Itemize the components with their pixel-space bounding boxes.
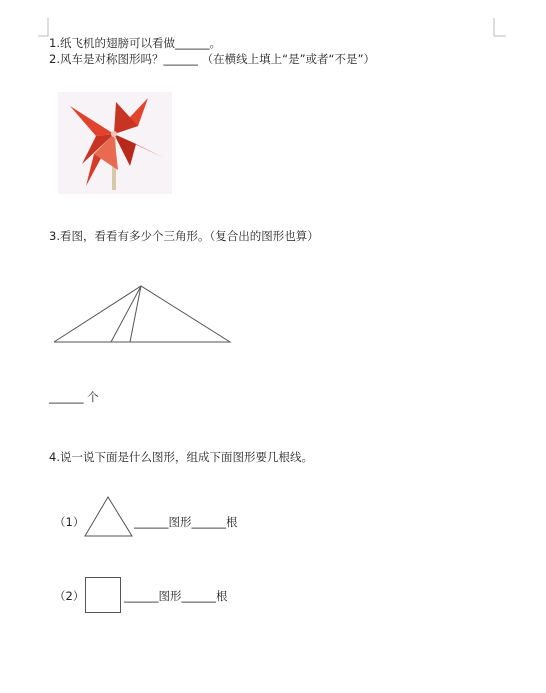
square-shape — [85, 577, 123, 615]
question-1: 1.纸飞机的翅膀可以看做______。 — [49, 36, 221, 50]
triangle-shape — [84, 495, 134, 539]
subitem-1-label: （1） — [54, 515, 85, 529]
question-3: 3.看图，看看有多少个三角形。（复合出的图形也算） — [49, 229, 319, 243]
subitem-2-label: （2） — [54, 589, 85, 603]
corner-mark-top-right — [492, 18, 506, 38]
subitem-1-answer: ______图形______根 — [134, 515, 238, 529]
question-4: 4.说一说下面是什么图形，组成下面图形要几根线。 — [49, 450, 313, 464]
question-3-answer-blank: ______ 个 — [49, 390, 99, 404]
pinwheel-image — [58, 92, 172, 194]
subitem-2-answer: ______图形______根 — [124, 589, 228, 603]
question-2: 2.风车是对称图形吗？______ （在横线上填上“是”或者“不是”） — [49, 52, 375, 66]
corner-mark-top-left — [38, 18, 52, 38]
triangle-counting-figure — [48, 280, 238, 346]
